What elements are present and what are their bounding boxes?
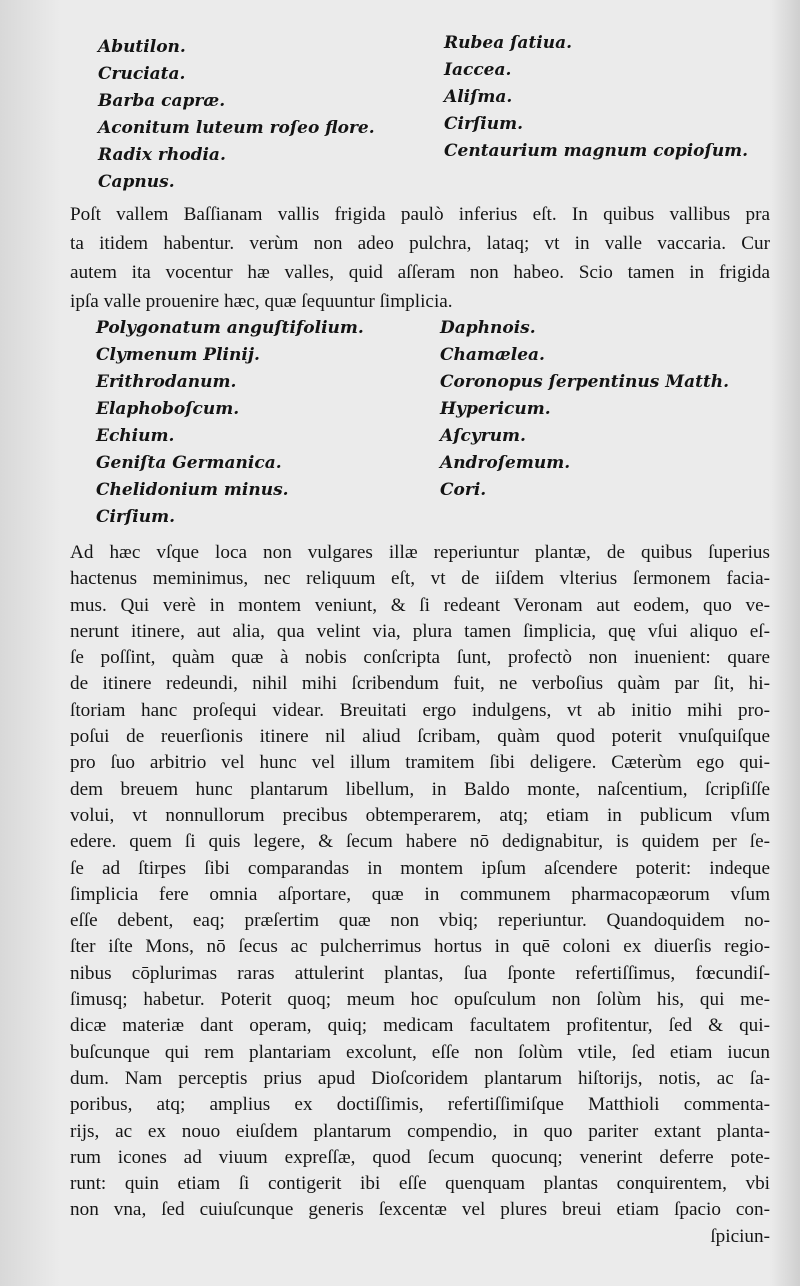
text-line: Ad hæc vſque loca non vulgares illæ reperiuntur plantæ, de quibus ſuperius (70, 542, 770, 563)
text-line: de itinere redeundi, nihil mihi ſcribendum fuit, ne verboſius quàm par ſit, hi- (70, 673, 770, 695)
plant-name: Androſemum. (440, 453, 571, 473)
text-line: nerunt itinere, aut alia, qua velint via, plura tamen ſimplicia, quę vſui aliquo eſ- (70, 620, 770, 642)
text-line: eſſe debent, eaq; præſertim quæ non vbiq; reperiuntur. Quandoquidem no- (70, 910, 770, 932)
plant-name: Aliſma. (444, 87, 513, 107)
text-line: dum. Nam perceptis prius apud Dioſcoridem plantarum hiſtorijs, notis, ac ſa- (70, 1067, 770, 1089)
plant-list-1-right (444, 30, 748, 165)
text-line: mus. Qui verè in montem veniunt, & ſi redeant Veronam aut eodem, quo ve- (70, 594, 770, 616)
page-shadow-right (770, 0, 800, 1286)
plant-name: Chamælea. (440, 345, 545, 365)
plant-name: Geniſta Germanica. (96, 453, 282, 473)
text-line: poribus, atq; amplius ex doctiſſimis, refertiſſimiſque Matthioli commenta- (70, 1094, 770, 1116)
text-line: rum icones ad viuum expreſſæ, quod ſecum quocunq; venerint deferre pote- (70, 1146, 770, 1168)
plant-name: Aconitum luteum roſeo flore. (98, 118, 375, 138)
text-line: ſimusq; habetur. Poterit quoq; meum hoc opuſculum non ſolùm his, qui me- (70, 989, 770, 1011)
text-line: ta itidem habentur. verùm non adeo pulchra, lataq; vt in valle vaccaria. Cur (70, 233, 770, 254)
plant-name: Hypericum. (440, 399, 551, 419)
plant-name: Clymenum Plinij. (96, 345, 260, 365)
plant-name: Daphnois. (440, 318, 536, 338)
text-line: ſimplicia fere omnia aſportare, quæ in communem pharmacopæorum vſum (70, 883, 770, 905)
plant-name: Polygonatum anguſtifolium. (96, 318, 364, 338)
text-line: edere. quem ſi quis legere, & ſecum habere nō dedignabitur, is quidem per ſe- (70, 831, 770, 853)
text-line: ſtoriam hanc proſequi videar. Breuitati ergo indulgens, vt ab initio mihi pro- (70, 699, 770, 721)
text-line: nibus cōplurimas raras attulerint plantas, ſua ſponte refertiſſimus, fœcundiſ- (70, 962, 770, 984)
plant-name: Erithrodanum. (96, 372, 237, 392)
text-line: dem breuem hunc plantarum libellum, in Baldo monte, naſcentium, ſcripſiſſe (70, 778, 770, 800)
text-line: buſcunque qui rem plantariam excolunt, eſſe non ſolùm vtile, ſed etiam iucun (70, 1041, 770, 1063)
text-line: runt: quin etiam ſi contigerit ibi eſſe quenquam plantas conquirentem, vbi (70, 1173, 770, 1195)
plant-name: Cruciata. (98, 64, 186, 84)
text-line: pro ſuo arbitrio vel hunc vel illum tramitem ſibi deligere. Cæterùm ego qui- (70, 752, 770, 774)
plant-name: Cirſium. (444, 114, 523, 134)
plant-name: Cirſium. (96, 507, 175, 527)
plant-name: Abutilon. (98, 37, 186, 57)
text-line: poſui de reuerſionis itinere nil aliud ſcribam, quàm quod poterit vnuſquiſque (70, 726, 770, 748)
plant-name: Echium. (96, 426, 175, 446)
text-line: non vna, ſed cuiuſcunque generis ſexcentæ vel plures breui etiam ſpacio con- (70, 1199, 770, 1221)
plant-name: Aſcyrum. (440, 426, 526, 446)
plant-list-2-right (440, 315, 729, 504)
text-line: ſe poſſint, quàm quæ à nobis conſcripta ſunt, profectò non inuenient: quare (70, 647, 770, 669)
plant-name: Barba capræ. (98, 91, 226, 111)
page-shadow-left (0, 0, 60, 1286)
text-line: dicæ materiæ dant operam, quiq; medicam facultatem profitentur, ſed & qui- (70, 1015, 770, 1037)
text-line: ipſa valle prouenire hæc, quæ ſequuntur ſimplicia. (70, 291, 453, 312)
text-line: rijs, ac ex nouo eiuſdem plantarum compendio, in quo pariter extant planta- (70, 1120, 770, 1142)
plant-name: Iaccea. (444, 60, 512, 80)
plant-list-1-left (98, 34, 375, 196)
text-line: Poſt vallem Baſſianam vallis frigida paulò inferius eſt. In quibus vallibus pra (70, 204, 770, 225)
plant-name: Cori. (440, 480, 487, 500)
plant-list-2-left (96, 315, 364, 531)
text-line: autem ita vocentur hæ valles, quid aſſeram non habeo. Scio tamen in frigida (70, 262, 770, 283)
paragraph-2 (70, 540, 770, 1250)
plant-name: Coronopus ſerpentinus Matth. (440, 372, 730, 392)
plant-name: Rubea ſatiua. (444, 33, 573, 53)
plant-name: Centaurium magnum copioſum. (444, 141, 749, 161)
paragraph-1 (70, 200, 770, 316)
text-line: ſter iſte Mons, nō ſecus ac pulcherrimus hortus in quē coloni ex diuerſis regio- (70, 936, 770, 958)
text-line: ſe ad ſtirpes ſibi comparandas in montem ipſum aſcendere poterit: indeque (70, 857, 770, 879)
plant-name: Radix rhodia. (98, 145, 226, 165)
plant-name: Capnus. (98, 172, 175, 192)
plant-name: Chelidonium minus. (96, 480, 289, 500)
text-line: hactenus meminimus, nec reliquum eſt, vt de iiſdem vlterius ſermonem facia- (70, 568, 770, 590)
text-line: volui, vt nonnullorum precibus obtemperarem, atq; etiam in publicum vſum (70, 804, 770, 826)
plant-name: Elaphoboſcum. (96, 399, 240, 419)
catchword: ſpiciun- (710, 1225, 770, 1247)
